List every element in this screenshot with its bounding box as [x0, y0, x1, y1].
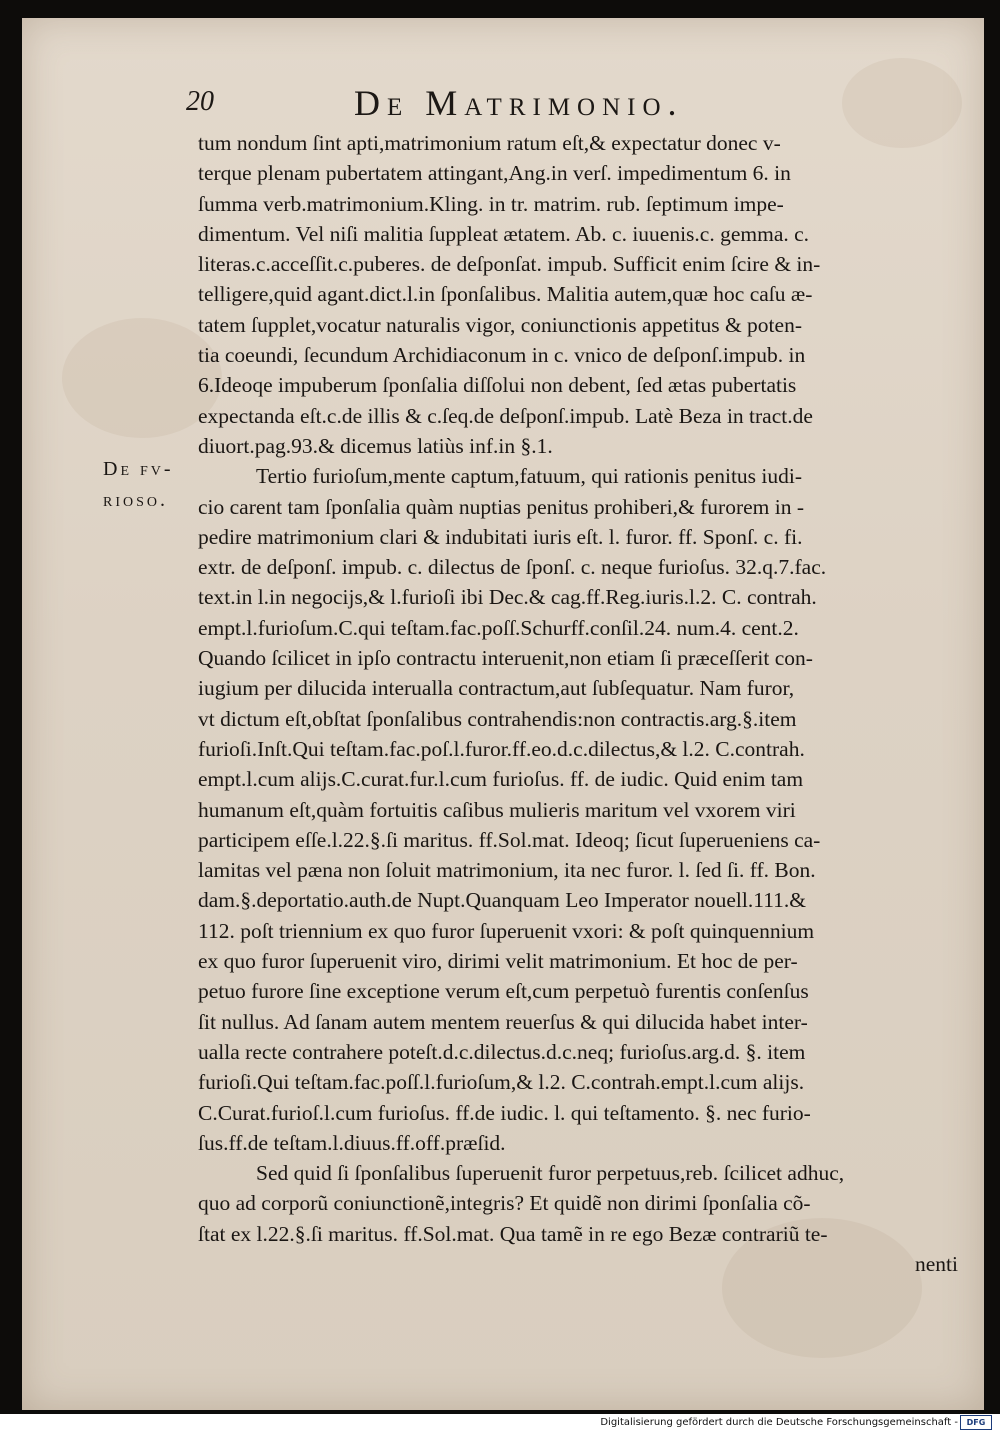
text-line: ſus.ff.de teſtam.l.diuus.ff.off.præſid.: [198, 1130, 506, 1155]
text-line: humanum eſt,quàm fortuitis caſibus mulieris maritum vel vxorem viri: [198, 797, 796, 822]
text-line: petuo furore ſine exceptione verum eſt,cum perpetuò furentis conſenſus: [198, 979, 809, 1004]
text-line: literas.c.acceſſit.c.puberes. de deſponſat. impub. Sufficit enim ſcire & in-: [198, 252, 821, 277]
text-line: text.in l.in negocijs,& l.furioſi ibi Dec.& cag.ff.Reg.iuris.l.2. C. contrah.: [198, 585, 817, 610]
text-line: 112. poſt triennium ex quo furor ſuperuenit vxori: & poſt quinquennium: [198, 918, 815, 943]
text-line: furioſi.Inſt.Qui teſtam.fac.poſ.l.furor.ff.eo.d.c.dilectus,& l.2. C.contrah.: [198, 736, 805, 761]
text-line: Quando ſcilicet in ipſo contractu interuenit,non etiam ſi præceſſerit con-: [198, 646, 813, 671]
text-line: terque plenam pubertatem attingant,Ang.in verſ. impedimentum 6. in: [198, 161, 791, 186]
text-line: tia coeundi, ſecundum Archidiaconum in c. vnico de deſponſ.impub. in: [198, 343, 806, 368]
text-line: pedire matrimonium clari & indubitati iuris eſt. l. furor. ff. Sponſ. c. fi.: [198, 524, 803, 549]
text-line: telligere,quid agant.dict.l.in ſponſalibus. Malitia autem,quæ hoc caſu æ-: [198, 282, 813, 307]
running-title: De Matrimonio.: [354, 83, 684, 123]
text-line: empt.l.cum alijs.C.curat.fur.l.cum furioſus. ff. de iudic. Quid enim tam: [198, 767, 804, 792]
text-line: diuort.pag.93.& dicemus latiùs inf.in §.1.: [198, 433, 553, 458]
running-head: [186, 82, 826, 126]
body-text: [198, 128, 968, 1279]
text-line: extr. de deſponſ. impub. c. dilectus de ſponſ. c. neque furioſus. 32.q.7.fac.: [198, 555, 827, 580]
text-line: dam.§.deportatio.auth.de Nupt.Quanquam Leo Imperator nouell.111.&: [198, 888, 807, 913]
text-line: vt dictum eſt,obſtat ſponſalibus contrahendis:non contractis.arg.§.item: [198, 706, 797, 731]
text-line: ſit nullus. Ad ſanam autem mentem reuerſus & qui dilucida habet inter-: [198, 1009, 808, 1034]
text-line: expectanda eſt.c.de illis & c.ſeq.de deſponſ.impub. Latè Beza in tract.de: [198, 403, 813, 428]
text-line: C.Curat.furioſ.l.cum furioſus. ff.de iudic. l. qui teſtamento. §. nec furio-: [198, 1100, 811, 1125]
text-line: tatem ſupplet,vocatur naturalis vigor, coniunctionis appetitus & poten-: [198, 312, 802, 337]
digitization-credit: Digitalisierung gefördert durch die Deutsche Forschungsgemeinschaft -: [600, 1417, 958, 1428]
marginal-note-line: De fv-: [103, 458, 174, 480]
text-line: ſtat ex l.22.§.ſi maritus. ff.Sol.mat. Qua tamẽ in re ego Bezæ contrariũ te-: [198, 1221, 828, 1246]
paragraph-start-line: Sed quid ſi ſponſalibus ſuperuenit furor perpetuus,reb. ſcilicet adhuc,: [256, 1161, 845, 1186]
text-line: quo ad corporũ coniunctionẽ,integris? Et quidẽ non dirimi ſponſalia cõ-: [198, 1191, 811, 1216]
text-line: ex quo furor ſuperuenit viro, dirimi velit matrimonium. Et hoc de per-: [198, 949, 798, 974]
catchword: nenti: [915, 1251, 958, 1276]
text-line: iugium per dilucida interualla contractum,aut ſubſequatur. Nam furor,: [198, 676, 795, 701]
marginal-note: [103, 454, 174, 516]
text-line: empt.l.furioſum.C.qui teſtam.fac.poſſ.Schurff.conſil.24. num.4. cent.2.: [198, 615, 799, 640]
text-line: dimentum. Vel niſi malitia ſuppleat ætatem. Ab. c. iuuenis.c. gemma. c.: [198, 221, 810, 246]
text-line: cio carent tam ſponſalia quàm nuptias penitus prohiberi,& furorem in -: [198, 494, 805, 519]
marginal-note-line: rioso.: [103, 489, 169, 511]
page-number: 20: [186, 86, 214, 117]
text-line: ſumma verb.matrimonium.Kling. in tr. matrim. rub. ſeptimum impe-: [198, 191, 784, 216]
text-line: 6.Ideoqe impuberum ſponſalia diſſolui non debent, ſed ætas pubertatis: [198, 373, 797, 398]
text-line: participem eſſe.l.22.§.ſi maritus. ff.Sol.mat. Ideoq; ſicut ſuperueniens ca-: [198, 827, 821, 852]
paragraph-start-line: Tertio furioſum,mente captum,fatuum, qui rationis penitus iudi-: [256, 464, 803, 489]
dfg-logo: DFG: [960, 1415, 992, 1430]
text-line: tum nondum ſint apti,matrimonium ratum eſt,& expectatur donec v-: [198, 131, 781, 155]
text-line: furioſi.Qui teſtam.fac.poſſ.l.furioſum,& l.2. C.contrah.empt.l.cum alijs.: [198, 1070, 805, 1095]
text-line: lamitas vel pæna non ſoluit matrimonium, ita nec furor. l. ſed ſi. ff. Bon.: [198, 858, 816, 883]
text-line: ualla recte contrahere poteſt.d.c.dilectus.d.c.neq; furioſus.arg.d. §. item: [198, 1039, 806, 1064]
